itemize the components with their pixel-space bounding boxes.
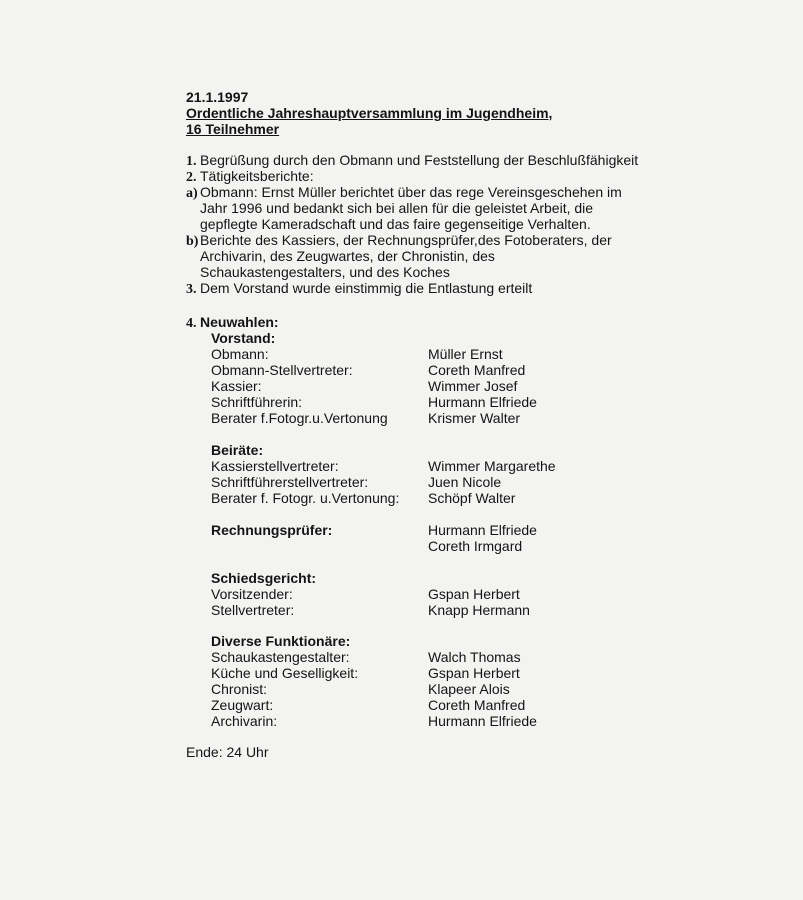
person-name: Hurmann Elfriede xyxy=(428,713,537,729)
participant-count: 16 Teilnehmer xyxy=(186,121,280,137)
person-name: Coreth Manfred xyxy=(428,697,526,713)
role-label: Küche und Geselligkeit: xyxy=(211,665,359,681)
agenda-text: Begrüßung durch den Obmann und Feststellung der Beschlußfähigkeit xyxy=(200,152,639,168)
person-name: Gspan Herbert xyxy=(428,665,520,681)
agenda-text: Obmann: Ernst Müller berichtet über das rege Vereinsgeschehen im xyxy=(200,184,622,200)
meeting-title: Ordentliche Jahreshauptversammlung im Jugendheim, xyxy=(186,105,553,121)
role-label: Chronist: xyxy=(211,681,268,697)
meeting-date: 21.1.1997 xyxy=(186,89,249,105)
section-heading-vorstand: Vorstand: xyxy=(211,330,276,346)
person-name: Schöpf Walter xyxy=(428,490,516,506)
agenda-number: 2. xyxy=(186,170,197,185)
person-name: Hurmann Elfriede xyxy=(428,394,537,410)
agenda-text: Dem Vorstand wurde einstimmig die Entlastung erteilt xyxy=(200,280,533,296)
agenda-text-continued: Jahr 1996 und bedankt sich bei allen für die geleistet Arbeit, die xyxy=(200,200,594,216)
role-label: Berater f.Fotogr.u.Vertonung xyxy=(211,410,388,426)
role-label: Kassier: xyxy=(211,378,262,394)
person-name: Müller Ernst xyxy=(428,346,503,362)
agenda-text-continued: Schaukastengestalters, und des Koches xyxy=(200,264,450,280)
role-label: Zeugwart: xyxy=(211,697,274,713)
agenda-number: a) xyxy=(186,186,198,201)
role-label: Archivarin: xyxy=(211,713,278,729)
person-name: Wimmer Margarethe xyxy=(428,458,556,474)
person-name: Coreth Irmgard xyxy=(428,538,523,554)
section-heading-funktionaere: Diverse Funktionäre: xyxy=(211,633,351,649)
section-heading-schiedsgericht: Schiedsgericht: xyxy=(211,570,317,586)
role-label: Obmann-Stellvertreter: xyxy=(211,362,353,378)
person-name: Wimmer Josef xyxy=(428,378,518,394)
agenda-number: b) xyxy=(186,234,199,249)
role-label: Obmann: xyxy=(211,346,269,362)
agenda-text: Tätigkeitsberichte: xyxy=(200,168,314,184)
agenda-text: Neuwahlen: xyxy=(200,314,279,330)
section-heading-rechnungspruefer: Rechnungsprüfer: xyxy=(211,522,333,538)
agenda-text-continued: Archivarin, des Zeugwartes, der Chronistin, des xyxy=(200,248,495,264)
agenda-number: 3. xyxy=(186,282,197,297)
person-name: Hurmann Elfriede xyxy=(428,522,537,538)
role-label: Vorsitzender: xyxy=(211,586,293,602)
role-label: Berater f. Fotogr. u.Vertonung: xyxy=(211,490,400,506)
person-name: Coreth Manfred xyxy=(428,362,526,378)
role-label: Schriftführerin: xyxy=(211,394,303,410)
meeting-end-time: Ende: 24 Uhr xyxy=(186,744,269,760)
person-name: Klapeer Alois xyxy=(428,681,510,697)
agenda-item-3 xyxy=(186,280,532,298)
agenda-text: Berichte des Kassiers, der Rechnungsprüfer,des Fotoberaters, der xyxy=(200,232,612,248)
person-name: Juen Nicole xyxy=(428,474,502,490)
role-label: Kassierstellvertreter: xyxy=(211,458,339,474)
agenda-text-continued: gepflegte Kameradschaft und das faire gegenseitige Verhalten. xyxy=(200,216,591,232)
person-name: Gspan Herbert xyxy=(428,586,520,602)
person-name: Knapp Hermann xyxy=(428,602,530,618)
role-label: Stellvertreter: xyxy=(211,602,295,618)
role-label: Schriftführerstellvertreter: xyxy=(211,474,369,490)
agenda-number: 4. xyxy=(186,316,197,331)
role-label: Schaukastengestalter: xyxy=(211,649,350,665)
section-heading-beiraete: Beiräte: xyxy=(211,442,264,458)
agenda-number: 1. xyxy=(186,154,197,169)
person-name: Krismer Walter xyxy=(428,410,521,426)
person-name: Walch Thomas xyxy=(428,649,521,665)
